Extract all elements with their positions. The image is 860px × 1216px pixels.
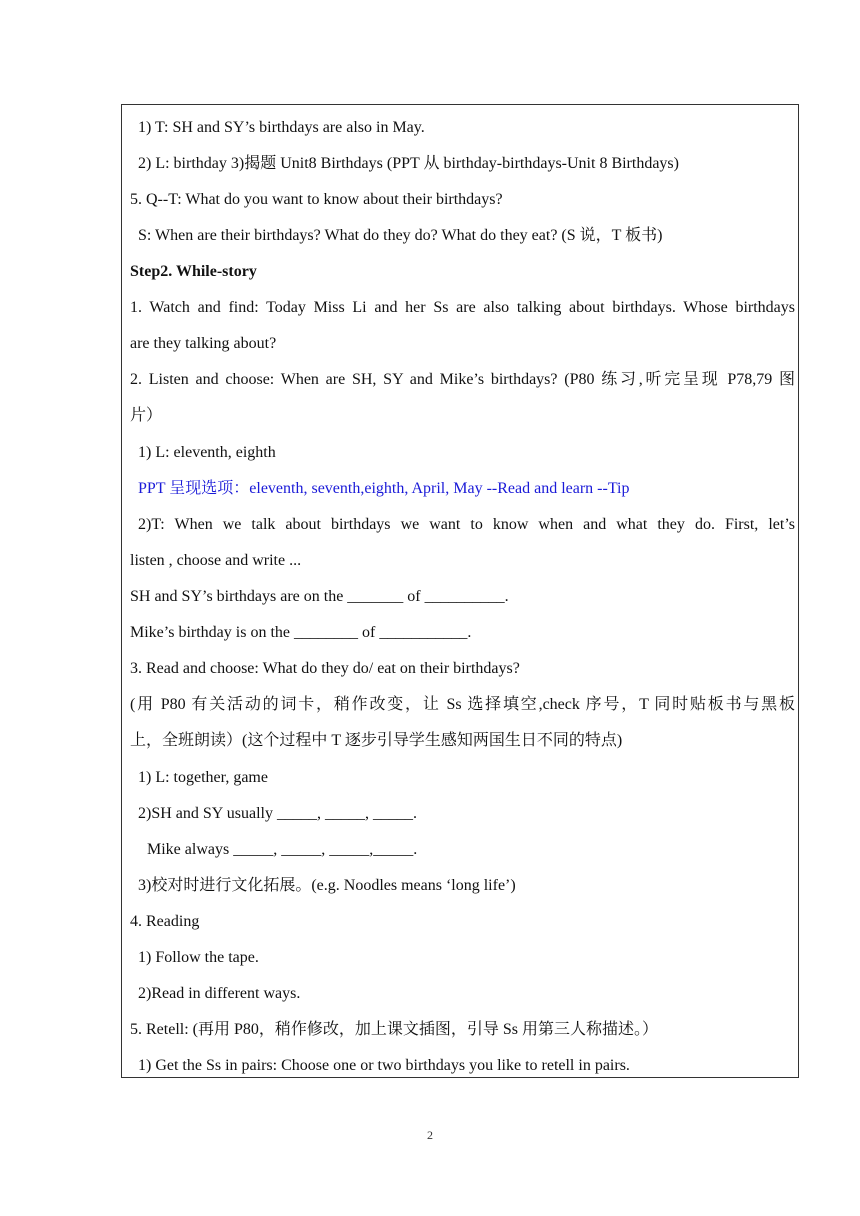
text-line: are they talking about? [130,335,277,352]
text-line: 1) Get the Ss in pairs: Choose one or two birthdays you like to retell in pairs. [138,1057,630,1074]
page-number: 2 [427,1128,433,1142]
fill-in-blank-line: SH and SY’s birthdays are on the _______ of __________. [130,588,509,605]
text-line: 2. Listen and choose: When are SH, SY and Mike’s birthdays? (P80 练习,听完呈现 P78,79 图 [130,371,795,388]
ppt-options-line: PPT 呈现选项：eleventh, seventh,eighth, April, May --Read and learn --Tip [138,480,630,497]
text-line: 2)Read in different ways. [138,985,301,1002]
text-line: 2) L: birthday 3)揭题 Unit8 Birthdays (PPT 从 birthday-birthdays-Unit 8 Birthdays) [138,155,679,172]
text-line: 4. Reading [130,913,200,930]
text-line: 3)校对时进行文化拓展。(e.g. Noodles means ‘long life’) [138,877,516,894]
text-line: 2)T: When we talk about birthdays we want to know when and what they do. First, let’s [138,516,795,533]
text-line: S: When are their birthdays? What do they do? What do they eat? (S 说，T 板书) [138,227,663,244]
section-heading: Step2. While-story [130,263,257,280]
fill-in-blank-line: Mike’s birthday is on the ________ of ___________. [130,624,472,641]
text-line: 1) L: eleventh, eighth [138,444,276,461]
fill-in-blank-line: 2)SH and SY usually _____, _____, _____. [138,805,417,822]
text-line: 3. Read and choose: What do they do/ eat on their birthdays? [130,660,520,677]
text-line: 5. Retell: (再用 P80，稍作修改，加上课文插图，引导 Ss 用第三人称描述。） [130,1021,659,1038]
text-line: listen , choose and write ... [130,552,302,569]
text-line: 5. Q--T: What do you want to know about their birthdays? [130,191,503,208]
text-line: 1) Follow the tape. [138,949,259,966]
text-line: 片） [130,407,163,424]
text-line: 1) L: together, game [138,769,268,786]
text-line: 1. Watch and find: Today Miss Li and her Ss are also talking about birthdays. Whose birthdays [130,299,795,316]
text-line: (用 P80 有关活动的词卡，稍作改变，让 Ss 选择填空,check 序号，T 同时贴板书与黑板 [130,696,795,713]
text-line: 1) T: SH and SY’s birthdays are also in May. [138,119,425,136]
text-line: 上，全班朗读）(这个过程中 T 逐步引导学生感知两国生日不同的特点) [130,732,623,749]
fill-in-blank-line: Mike always _____, _____, _____,_____. [147,841,418,858]
